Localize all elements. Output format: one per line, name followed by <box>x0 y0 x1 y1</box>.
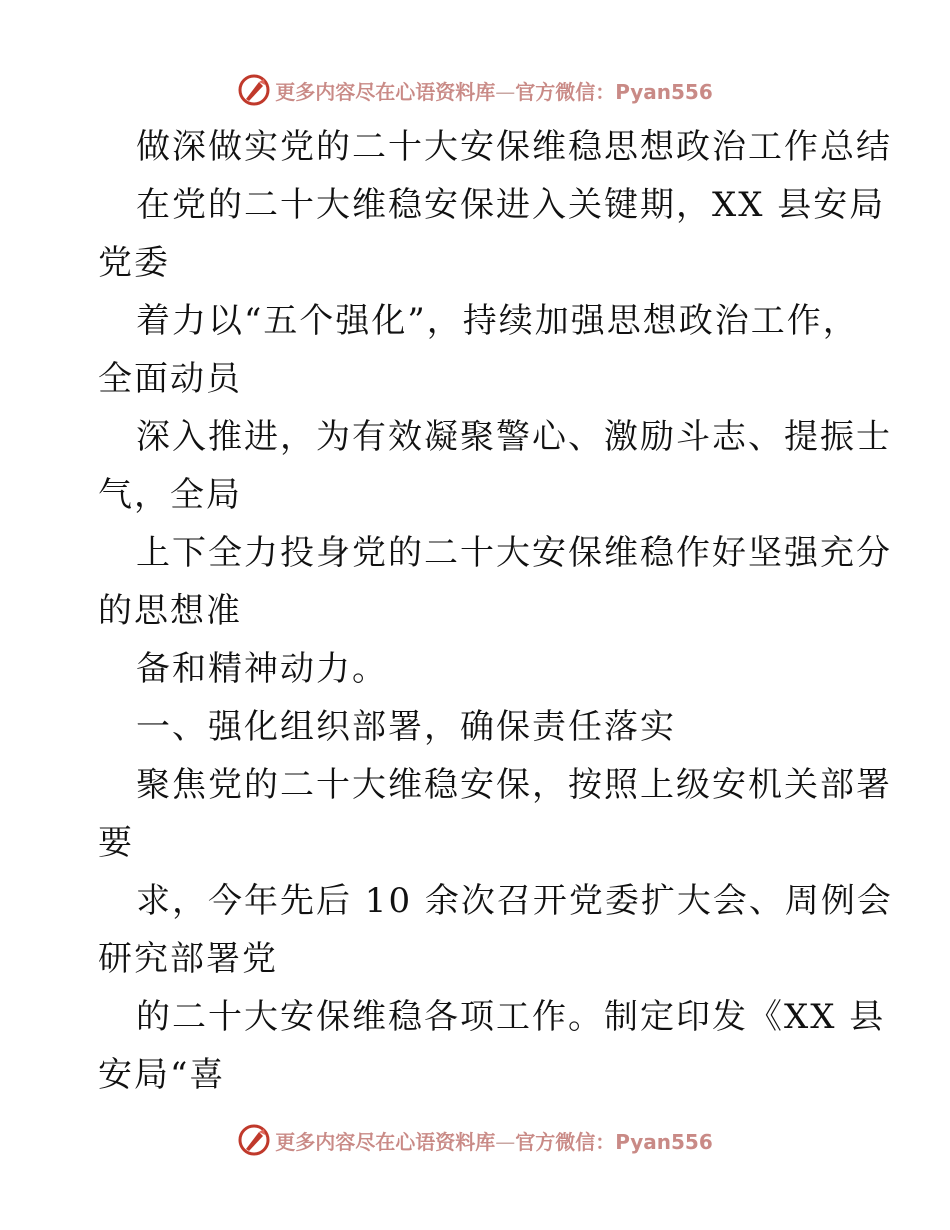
paragraph-line: 着力以“五个强化”，持续加强思想政治工作， <box>136 301 859 341</box>
paragraph-line: 上下全力投身党的二十大安保维稳作好坚强充分 <box>136 533 892 573</box>
paragraph-line: 要 <box>98 823 134 863</box>
document-body <box>98 118 893 1104</box>
pen-nib-circle-logo-icon <box>237 1123 271 1157</box>
header-watermark-banner <box>0 70 950 110</box>
footer-watermark-banner <box>0 1120 950 1160</box>
paragraph-line: 气，全局 <box>98 475 242 515</box>
pen-nib-circle-logo-icon <box>237 73 271 107</box>
paragraph-line: 的二十大安保维稳各项工作。制定印发《XX 县 <box>136 997 886 1037</box>
paragraph-line: 求，今年先后 10 余次召开党委扩大会、周例会 <box>136 881 893 921</box>
paragraph-line: 备和精神动力。 <box>136 649 388 689</box>
paragraph-line: 深入推进，为有效凝聚警心、激励斗志、提振士 <box>136 417 892 457</box>
paragraph-line: 的思想准 <box>98 591 242 631</box>
banner-text: 更多内容尽在心语资料库—官方微信：Pyan556 <box>275 79 713 104</box>
paragraph-line: 全面动员 <box>98 359 242 399</box>
paragraph-line: 研究部署党 <box>98 939 278 979</box>
paragraph-line: 党委 <box>98 243 170 283</box>
section-heading: 一、强化组织部署，确保责任落实 <box>136 707 676 747</box>
paragraph-line: 在党的二十大维稳安保进入关键期，XX 县安局 <box>136 185 886 225</box>
paragraph-line: 聚焦党的二十大维稳安保，按照上级安机关部署 <box>136 765 892 805</box>
document-title: 做深做实党的二十大安保维稳思想政治工作总结 <box>136 127 892 167</box>
paragraph-line: 安局“喜 <box>98 1055 226 1095</box>
banner-text: 更多内容尽在心语资料库—官方微信：Pyan556 <box>275 1129 713 1154</box>
